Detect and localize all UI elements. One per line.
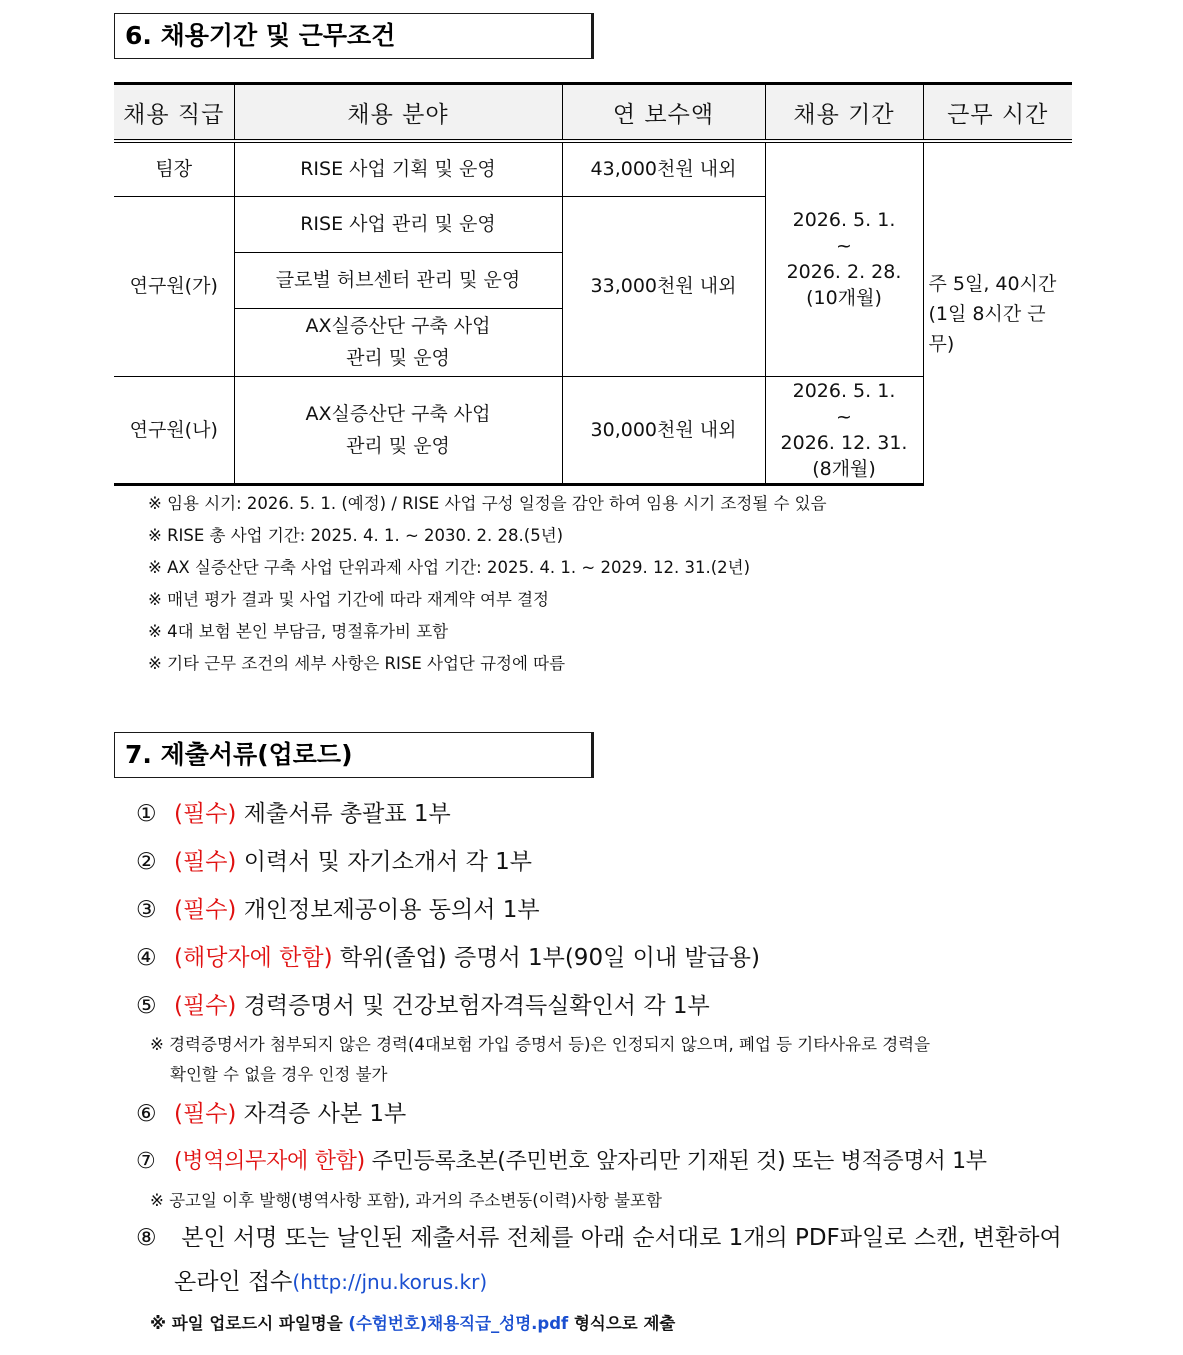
salary-cell: 33,000천원 내외 [562,196,765,376]
conditional-tag: (해당자에 한함) [174,945,333,971]
list-item [136,1138,1081,1186]
period-tilde: ~ [836,235,852,258]
rank-researcher-b: 연구원(나) [114,376,234,484]
field-line: AX실증산단 구축 사업 [305,402,491,425]
item-text: 온라인 접수 [174,1269,293,1295]
list-item [136,1090,1081,1138]
rank-team-lead: 팀장 [114,141,234,196]
required-tag: (필수) [174,993,237,1019]
field-line: AX실증산단 구축 사업 [305,315,491,337]
military-note [136,1186,1081,1216]
period-cell [765,141,923,376]
list-item [136,934,1081,982]
item-number: ⑧ [136,1225,157,1251]
table-header-row [114,84,1072,142]
field-cell [234,308,562,376]
note-line: ※ 임용 시기: 2026. 5. 1. (예정) / RISE 사업 구성 일정을 감안 하여 임용 시기 조정될 수 있음 [148,494,827,513]
hours-week: 주 5일, 40시간 [928,272,1057,295]
period-months: (8개월) [812,457,876,480]
section-6-title: 6. 채용기간 및 근무조건 [114,13,594,59]
note-line: ※ RISE 총 사업 기간: 2025. 4. 1. ~ 2030. 2. 28.(5년) [148,526,564,545]
employment-conditions-table [114,82,1072,486]
header-field: 채용 분야 [234,84,562,142]
note-line: ※ 공고일 이후 발행(병역사항 포함), 과거의 주소변동(이력)사항 불포함 [150,1191,662,1210]
item-text: 경력증명서 및 건강보험자격득실확인서 각 1부 [236,993,710,1019]
hours-day: (1일 8시간 근무) [928,302,1046,355]
item-text: 학위(졸업) 증명서 1부(90일 이내 발급용) [332,945,760,971]
field-cell [234,376,562,484]
list-item [136,982,1081,1030]
salary-cell: 43,000천원 내외 [562,141,765,196]
filename-format: (수험번호)채용직급_성명.pdf [348,1314,569,1333]
list-item [136,838,1081,886]
item-text: 제출서류 총괄표 1부 [236,801,451,827]
required-tag: (필수) [174,801,237,827]
period-start: 2026. 5. 1. [792,209,896,232]
instruction-prefix: ※ 파일 업로드시 파일명을 [150,1314,349,1333]
item-number: ⑤ [136,993,157,1019]
conditions-notes [148,488,827,680]
conditional-tag: (병역의무자에 한함) [174,1149,365,1174]
item-text: 개인정보제공이용 동의서 1부 [236,897,540,923]
item-text: 이력서 및 자기소개서 각 1부 [236,849,532,875]
filename-instruction [136,1304,1081,1344]
header-rank: 채용 직급 [114,84,234,142]
submission-link[interactable]: (http://jnu.korus.kr) [292,1270,488,1294]
note-line: ※ 4대 보험 본인 부담금, 명절휴가비 포함 [148,622,449,641]
item-number: ⑦ [136,1149,156,1174]
item-text: 주민등록초본(주민번호 앞자리만 기재된 것) 또는 병적증명서 1부 [364,1149,987,1174]
field-cell: 글로벌 허브센터 관리 및 운영 [234,252,562,308]
hours-cell [923,141,1072,484]
required-tag: (필수) [174,1101,237,1127]
field-line: 관리 및 운영 [346,347,450,369]
career-note [136,1030,1081,1090]
required-tag: (필수) [174,849,237,875]
note-line: ※ 매년 평가 결과 및 사업 기간에 따라 재계약 여부 결정 [148,590,549,609]
item-number: ⑥ [136,1101,157,1127]
item-text: 자격증 사본 1부 [236,1101,407,1127]
period-cell [765,376,923,484]
field-cell: RISE 사업 관리 및 운영 [234,196,562,252]
salary-cell: 30,000천원 내외 [562,376,765,484]
list-item [136,790,1081,838]
period-end: 2026. 2. 28. [786,261,902,284]
period-end: 2026. 12. 31. [780,431,908,454]
field-line: 관리 및 운영 [346,434,450,457]
header-hours: 근무 시간 [923,84,1072,142]
item-text: 본인 서명 또는 날인된 제출서류 전체를 아래 순서대로 1개의 PDF파일로 스캔, 변환하여 [174,1225,1062,1251]
item-number: ③ [136,897,157,923]
period-tilde: ~ [836,405,852,428]
header-salary: 연 보수액 [562,84,765,142]
note-line: ※ 경력증명서가 첨부되지 않은 경력(4대보험 가입 증명서 등)은 인정되지 않으며, 폐업 등 기타사유로 경력을 [150,1035,931,1054]
note-line: 확인할 수 없을 경우 인정 불가 [170,1065,388,1084]
rank-researcher-a: 연구원(가) [114,196,234,376]
item-number: ① [136,801,157,827]
item-number: ② [136,849,157,875]
field-cell: RISE 사업 기획 및 운영 [234,141,562,196]
required-tag: (필수) [174,897,237,923]
item-number: ④ [136,945,157,971]
period-start: 2026. 5. 1. [792,379,896,402]
list-item [136,886,1081,934]
instruction-suffix: 형식으로 제출 [568,1314,676,1333]
list-item [136,1216,1081,1304]
period-months: (10개월) [806,287,882,310]
table-row [114,141,1072,196]
note-line: ※ AX 실증산단 구축 사업 단위과제 사업 기간: 2025. 4. 1. ~ 2029. 12. 31.(2년) [148,558,751,577]
note-line: ※ 기타 근무 조건의 세부 사항은 RISE 사업단 규정에 따름 [148,654,566,673]
section-7-title: 7. 제출서류(업로드) [114,732,594,778]
header-period: 채용 기간 [765,84,923,142]
required-documents-list [136,790,1081,1344]
